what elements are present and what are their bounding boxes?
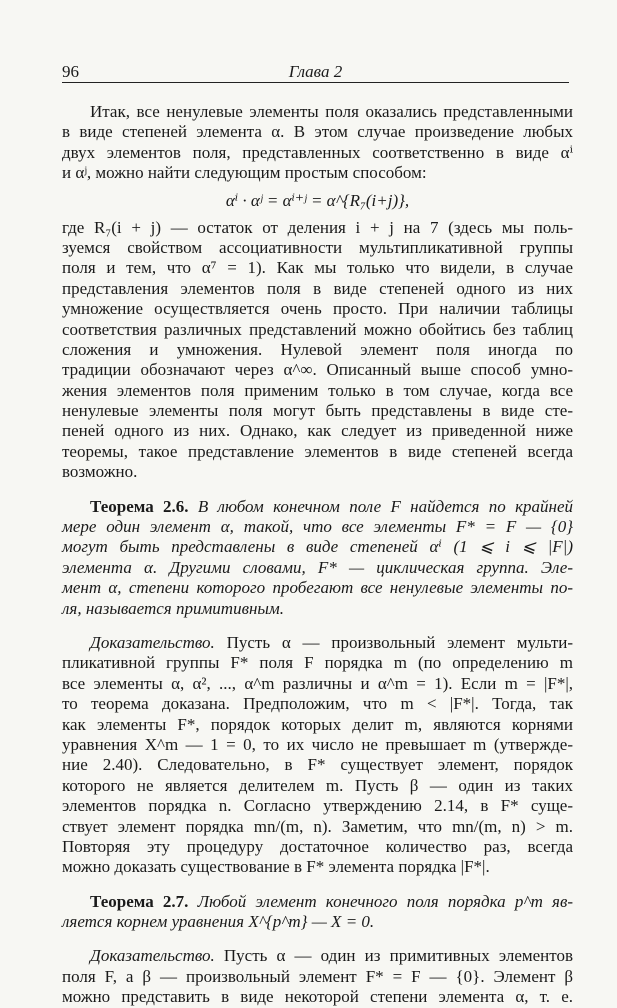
text-line: возможно. xyxy=(62,462,138,482)
text-line: и αʲ, можно найти следующим простым способом: xyxy=(62,163,427,183)
text-line: теоремы, такое представление элементов в виде степеней всегда xyxy=(62,441,573,461)
text-line: умножение осуществляется очень просто. При наличии таблицы xyxy=(62,299,573,319)
theorem-label: Теорема 2.7. xyxy=(90,891,189,911)
text-line: то теорема доказана. Предположим, что m < |F*|. Тогда, так xyxy=(62,694,573,714)
display-formula: αⁱ · αʲ = αⁱ⁺ʲ = α^{R₇(i+j)}, xyxy=(225,190,410,210)
text-line: поля и тем, что α⁷ = 1). Как мы только что видели, в случае xyxy=(62,258,573,278)
text-line: двух элементов поля, представленных соответственно в виде αⁱ xyxy=(62,142,573,162)
running-header xyxy=(62,62,569,83)
proof-label: Доказательство. xyxy=(90,632,215,652)
text-line: Повторяя эту процедуру достаточное количество раз, всегда xyxy=(62,836,573,856)
text-line: традиции обозначают через α^∞. Описанный выше способ умно- xyxy=(62,360,573,380)
proof-text: Пусть α — произвольный элемент мульти- xyxy=(226,632,574,652)
text-line xyxy=(62,892,573,912)
text-line: где R₇(i + j) — остаток от деления i + j на 7 (здесь мы поль- xyxy=(62,217,573,237)
text-line: мент α, степени которого пробегают все ненулевые элементы по- xyxy=(62,578,573,598)
text-line: сложения и умножения. Нулевой элемент поля иногда по xyxy=(62,339,573,359)
text-line: жения элементов поля применим только в том случае, когда все xyxy=(62,380,573,400)
text-line: зуемся свойством ассоциативности мультипликативной группы xyxy=(62,237,573,257)
text-line: которого не является делителем m. Пусть β — один из таких xyxy=(62,775,573,795)
paragraph-explanation xyxy=(62,218,573,483)
theorem-2-6 xyxy=(62,497,573,619)
proof-text: Пусть α — один из примитивных элементов xyxy=(223,946,573,966)
theorem-text: В любом конечном поле F найдется по крайней xyxy=(197,496,574,516)
text-line: ненулевые элементы поля могут быть представлены в виде сте- xyxy=(62,401,573,421)
text-line: Итак, все ненулевые элементы поля оказались представленными xyxy=(90,102,573,121)
text-line: элемента α. Другими словами, F* — циклическая группа. Эле- xyxy=(62,557,573,577)
proof-2-7 xyxy=(62,946,573,1007)
text-line xyxy=(62,946,573,966)
text-line: ние 2.40). Следовательно, в F* существует элемент, порядок xyxy=(62,755,573,775)
chapter-title: Глава 2 xyxy=(288,62,343,81)
text-line xyxy=(62,633,573,653)
text-line: мере один элемент α, такой, что все элементы F* = F — {0} xyxy=(62,517,573,537)
text-line: поля F, а β — произвольный элемент F* = F — {0}. Элемент β xyxy=(62,966,573,986)
text-line: соответствия различных представлений можно обойтись без таблиц xyxy=(62,319,573,339)
text-line: элементов порядка n. Согласно утверждению 2.14, в F* суще- xyxy=(62,796,573,816)
text-line: могут быть представлены в виде степеней αⁱ (1 ⩽ i ⩽ |F|) xyxy=(62,537,573,557)
text-line: ляется корнем уравнения X^{p^m} — X = 0. xyxy=(62,912,375,932)
page-number: 96 xyxy=(62,62,79,81)
text-line: пеней одного из них. Однако, как следует из приведенной ниже xyxy=(62,421,573,441)
page-body xyxy=(62,102,573,1008)
proof-2-6 xyxy=(62,633,573,878)
proof-label: Доказательство. xyxy=(90,946,215,966)
theorem-text: Любой элемент конечного поля порядка p^m яв- xyxy=(197,891,574,911)
text-line: ля, называется примитивным. xyxy=(62,598,285,618)
text-line: в виде степеней элемента α. В этом случае произведение любых xyxy=(62,122,573,142)
theorem-label: Теорема 2.6. xyxy=(90,496,189,516)
text-line: как элементы F*, порядок которых делит m, являются корнями xyxy=(62,714,573,734)
text-line: уравнения X^m — 1 = 0, то их число не превышает m (утвержде- xyxy=(62,734,573,754)
text-line: можно доказать существование в F* элемента порядка |F*|. xyxy=(62,857,490,877)
text-line xyxy=(62,497,573,517)
text-line: пликативной группы F* поля F порядка m (по определению m xyxy=(62,653,573,673)
paragraph-intro xyxy=(62,102,573,184)
text-line: представления элементов поля в виде степеней одного из них xyxy=(62,278,573,298)
theorem-2-7 xyxy=(62,892,573,933)
text-line: можно представить в виде некоторой степени элемента α, т. е. xyxy=(62,987,573,1007)
text-line: ствует элемент порядка mn/(m, n). Заметим, что mn/(m, n) > m. xyxy=(62,816,573,836)
text-line: все элементы α, α², ..., α^m различны и α^m = 1). Если m = |F*|, xyxy=(62,673,573,693)
